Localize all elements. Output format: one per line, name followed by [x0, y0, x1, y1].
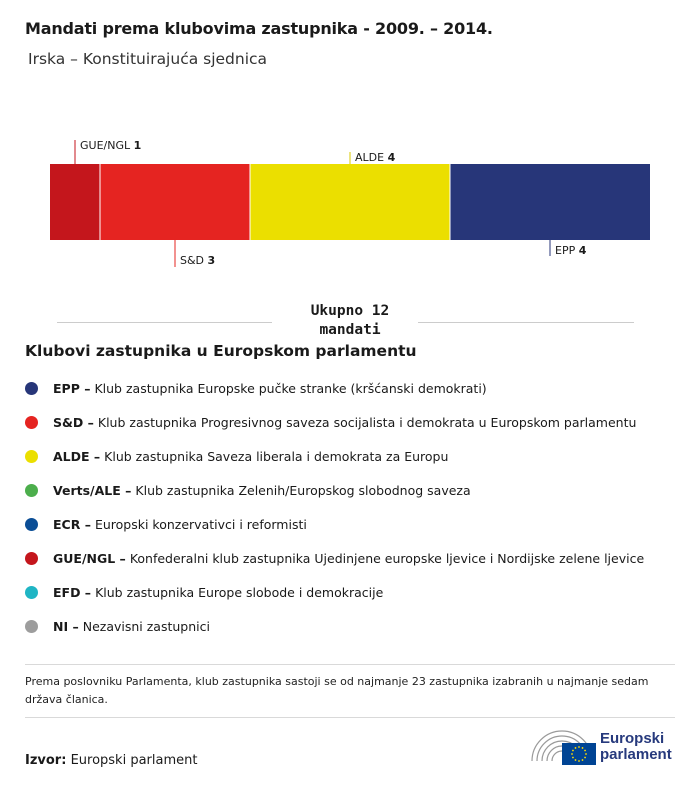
- bar-segment-guengl: [50, 164, 100, 240]
- legend-item: [25, 609, 685, 643]
- note-divider-top: [25, 664, 675, 665]
- footnote: Prema poslovniku Parlamenta, klub zastupnika sastoji se od najmanje 23 zastupnika izabranih u najmanje sedam država članica.: [25, 675, 649, 706]
- legend-abbr: EPP –: [53, 380, 91, 396]
- legend-item: [25, 405, 685, 439]
- bar-segment-sd: [100, 164, 250, 240]
- legend-item: [25, 439, 685, 473]
- segment-label-alde: ALDE 4: [355, 151, 396, 164]
- source-label: Izvor:: [25, 753, 67, 768]
- source-value: Europski parlament: [70, 753, 198, 768]
- legend: [25, 371, 685, 643]
- european-parliament-logo: [528, 727, 678, 769]
- bar-segment-epp: [450, 164, 650, 240]
- legend-dot-icon: [25, 552, 38, 565]
- legend-abbr: Verts/ALE –: [53, 482, 132, 498]
- note-divider-bottom: [25, 717, 675, 718]
- chart-title: Mandati prema klubovima zastupnika - 2009. – 2014.: [25, 19, 493, 38]
- legend-dot-icon: [25, 484, 38, 497]
- legend-text: Klub zastupnika Zelenih/Europskog slobodnog saveza: [135, 482, 471, 498]
- legend-abbr: ALDE –: [53, 448, 101, 464]
- legend-item: [25, 575, 685, 609]
- legend-item: [25, 541, 685, 575]
- seat-bar-chart: [0, 130, 700, 275]
- legend-dot-icon: [25, 518, 38, 531]
- legend-abbr: ECR –: [53, 516, 91, 532]
- legend-item: [25, 507, 685, 541]
- parliament-hemicycle-icon: [528, 727, 598, 767]
- legend-item: [25, 371, 685, 405]
- logo-line-2: parlament: [600, 746, 672, 763]
- legend-text: Nezavisni zastupnici: [82, 618, 210, 634]
- legend-abbr: EFD –: [53, 584, 92, 600]
- bar-segment-alde: [250, 164, 450, 240]
- legend-dot-icon: [25, 382, 38, 395]
- legend-item: [25, 473, 685, 507]
- source: [25, 753, 197, 768]
- total-line-1: Ukupno 12: [310, 303, 390, 319]
- legend-text: Konfederalni klub zastupnika Ujedinjene europske ljevice i Nordijske zelene ljevice: [129, 550, 645, 566]
- total-divider-left: [57, 322, 272, 323]
- legend-text: Klub zastupnika Saveza liberala i demokrata za Europu: [104, 448, 449, 464]
- legend-text: Klub zastupnika Europske pučke stranke (kršćanski demokrati): [94, 380, 487, 396]
- total-seats-label: [290, 302, 410, 340]
- legend-abbr: S&D –: [53, 414, 94, 430]
- chart-subtitle: Irska – Konstituirajuća sjednica: [28, 50, 268, 68]
- legend-dot-icon: [25, 416, 38, 429]
- legend-abbr: GUE/NGL –: [53, 550, 126, 566]
- legend-text: Klub zastupnika Progresivnog saveza socijalista i demokrata u Europskom parlamentu: [97, 414, 637, 430]
- legend-text: Europski konzervativci i reformisti: [94, 516, 307, 532]
- segment-label-epp: EPP 4: [555, 244, 587, 257]
- legend-dot-icon: [25, 586, 38, 599]
- legend-abbr: NI –: [53, 618, 79, 634]
- logo-line-1: Europski: [600, 730, 665, 747]
- segment-label-guengl: GUE/NGL 1: [80, 139, 142, 152]
- segment-label-sd: S&D 3: [180, 254, 216, 267]
- total-divider-right: [418, 322, 634, 323]
- legend-title: Klubovi zastupnika u Europskom parlamentu: [25, 342, 417, 360]
- legend-dot-icon: [25, 450, 38, 463]
- legend-text: Klub zastupnika Europe slobode i demokracije: [95, 584, 384, 600]
- total-line-2: mandati: [319, 322, 381, 338]
- legend-dot-icon: [25, 620, 38, 633]
